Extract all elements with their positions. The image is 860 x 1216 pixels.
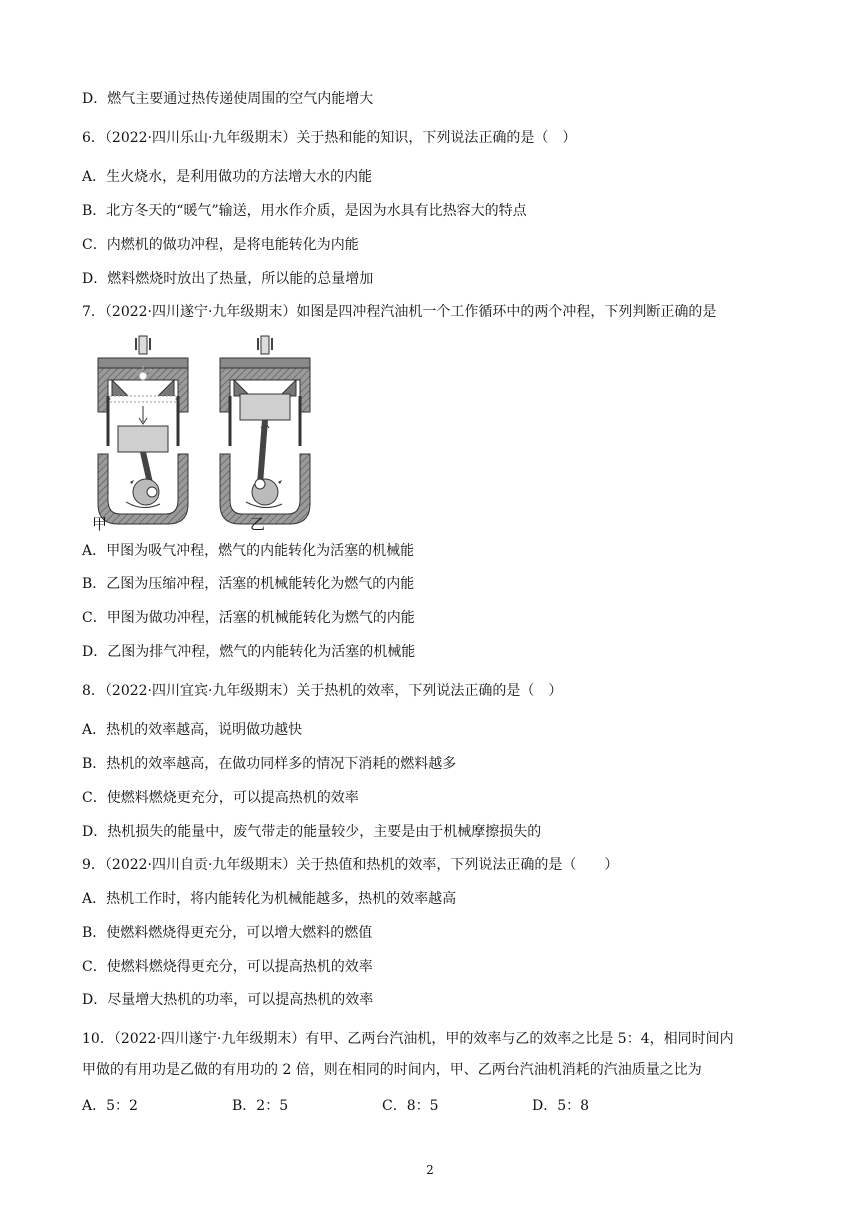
question-10-line-1: 10．（2022·四川遂宁·九年级期末）有甲、乙两台汽油机，甲的效率与乙的效率之比是 5：4，相同时间内 (82, 1031, 734, 1047)
q7-option-b: B．乙图为压缩冲程，活塞的机械能转化为燃气的内能 (82, 576, 415, 592)
q9-option-d: D．尽量增大热机的功率，可以提高热机的效率 (82, 992, 374, 1008)
question-10-line-2: 甲做的有用功是乙做的有用功的 2 倍，则在相同的时间内，甲、乙两台汽油机消耗的汽油质量之比为 (82, 1062, 702, 1078)
question-6: 6．（2022·四川乐山·九年级期末）关于热和能的知识，下列说法正确的是（ ） (82, 130, 577, 146)
page-number: 2 (426, 1163, 434, 1177)
question-8: 8．（2022·四川宜宾·九年级期末）关于热机的效率，下列说法正确的是（ ） (82, 683, 563, 699)
q9-option-c: C．使燃料燃烧得更充分，可以提高热机的效率 (82, 959, 373, 975)
q6-option-c: C．内燃机的做功冲程，是将电能转化为内能 (82, 237, 359, 253)
q8-option-c: C．使燃料燃烧更充分，可以提高热机的效率 (82, 790, 359, 806)
q10-options (82, 1095, 702, 1115)
q7-option-a: A．甲图为吸气冲程，燃气的内能转化为活塞的机械能 (82, 543, 415, 559)
q10-option-a: A．5：2 (82, 1098, 138, 1114)
q7-option-d: D．乙图为排气冲程，燃气的内能转化为活塞的机械能 (82, 644, 416, 660)
q8-option-b: B．热机的效率越高，在做功同样多的情况下消耗的燃料越多 (82, 756, 457, 772)
engine-strokes-figure (88, 334, 328, 534)
q5-option-d: D．燃气主要通过热传递使周围的空气内能增大 (82, 91, 374, 107)
q10-option-d: D．5：8 (532, 1098, 590, 1114)
q9-option-a: A．热机工作时，将内能转化为机械能越多，热机的效率越高 (82, 891, 457, 907)
q10-option-b: B．2：5 (232, 1098, 289, 1114)
figure-label-yi: 乙 (250, 515, 266, 533)
engine-diagram (88, 334, 328, 534)
q7-option-c: C．甲图为做功冲程，活塞的机械能转化为燃气的内能 (82, 610, 415, 626)
q8-option-d: D．热机损失的能量中，废气带走的能量较少，主要是由于机械摩擦损失的 (82, 824, 542, 840)
q6-option-a: A．生火烧水，是利用做功的方法增大水的内能 (82, 169, 373, 185)
question-9: 9．（2022·四川自贡·九年级期末）关于热值和热机的效率，下列说法正确的是（ ） (82, 857, 619, 873)
question-7: 7．（2022·四川遂宁·九年级期末）如图是四冲程汽油机一个工作循环中的两个冲程，下列判断正确的是 (82, 304, 717, 320)
q10-option-c: C．8：5 (382, 1098, 439, 1114)
engine-jia (98, 336, 188, 524)
q6-option-b: B．北方冬天的“暖气”输送，用水作介质，是因为水具有比热容大的特点 (82, 203, 527, 219)
q8-option-a: A．热机的效率越高，说明做功越快 (82, 722, 303, 738)
engine-yi (220, 336, 310, 524)
figure-label-jia: 甲 (92, 515, 108, 533)
q6-option-d: D．燃料燃烧时放出了热量，所以能的总量增加 (82, 271, 374, 287)
q9-option-b: B．使燃料燃烧得更充分，可以增大燃料的燃值 (82, 925, 373, 941)
